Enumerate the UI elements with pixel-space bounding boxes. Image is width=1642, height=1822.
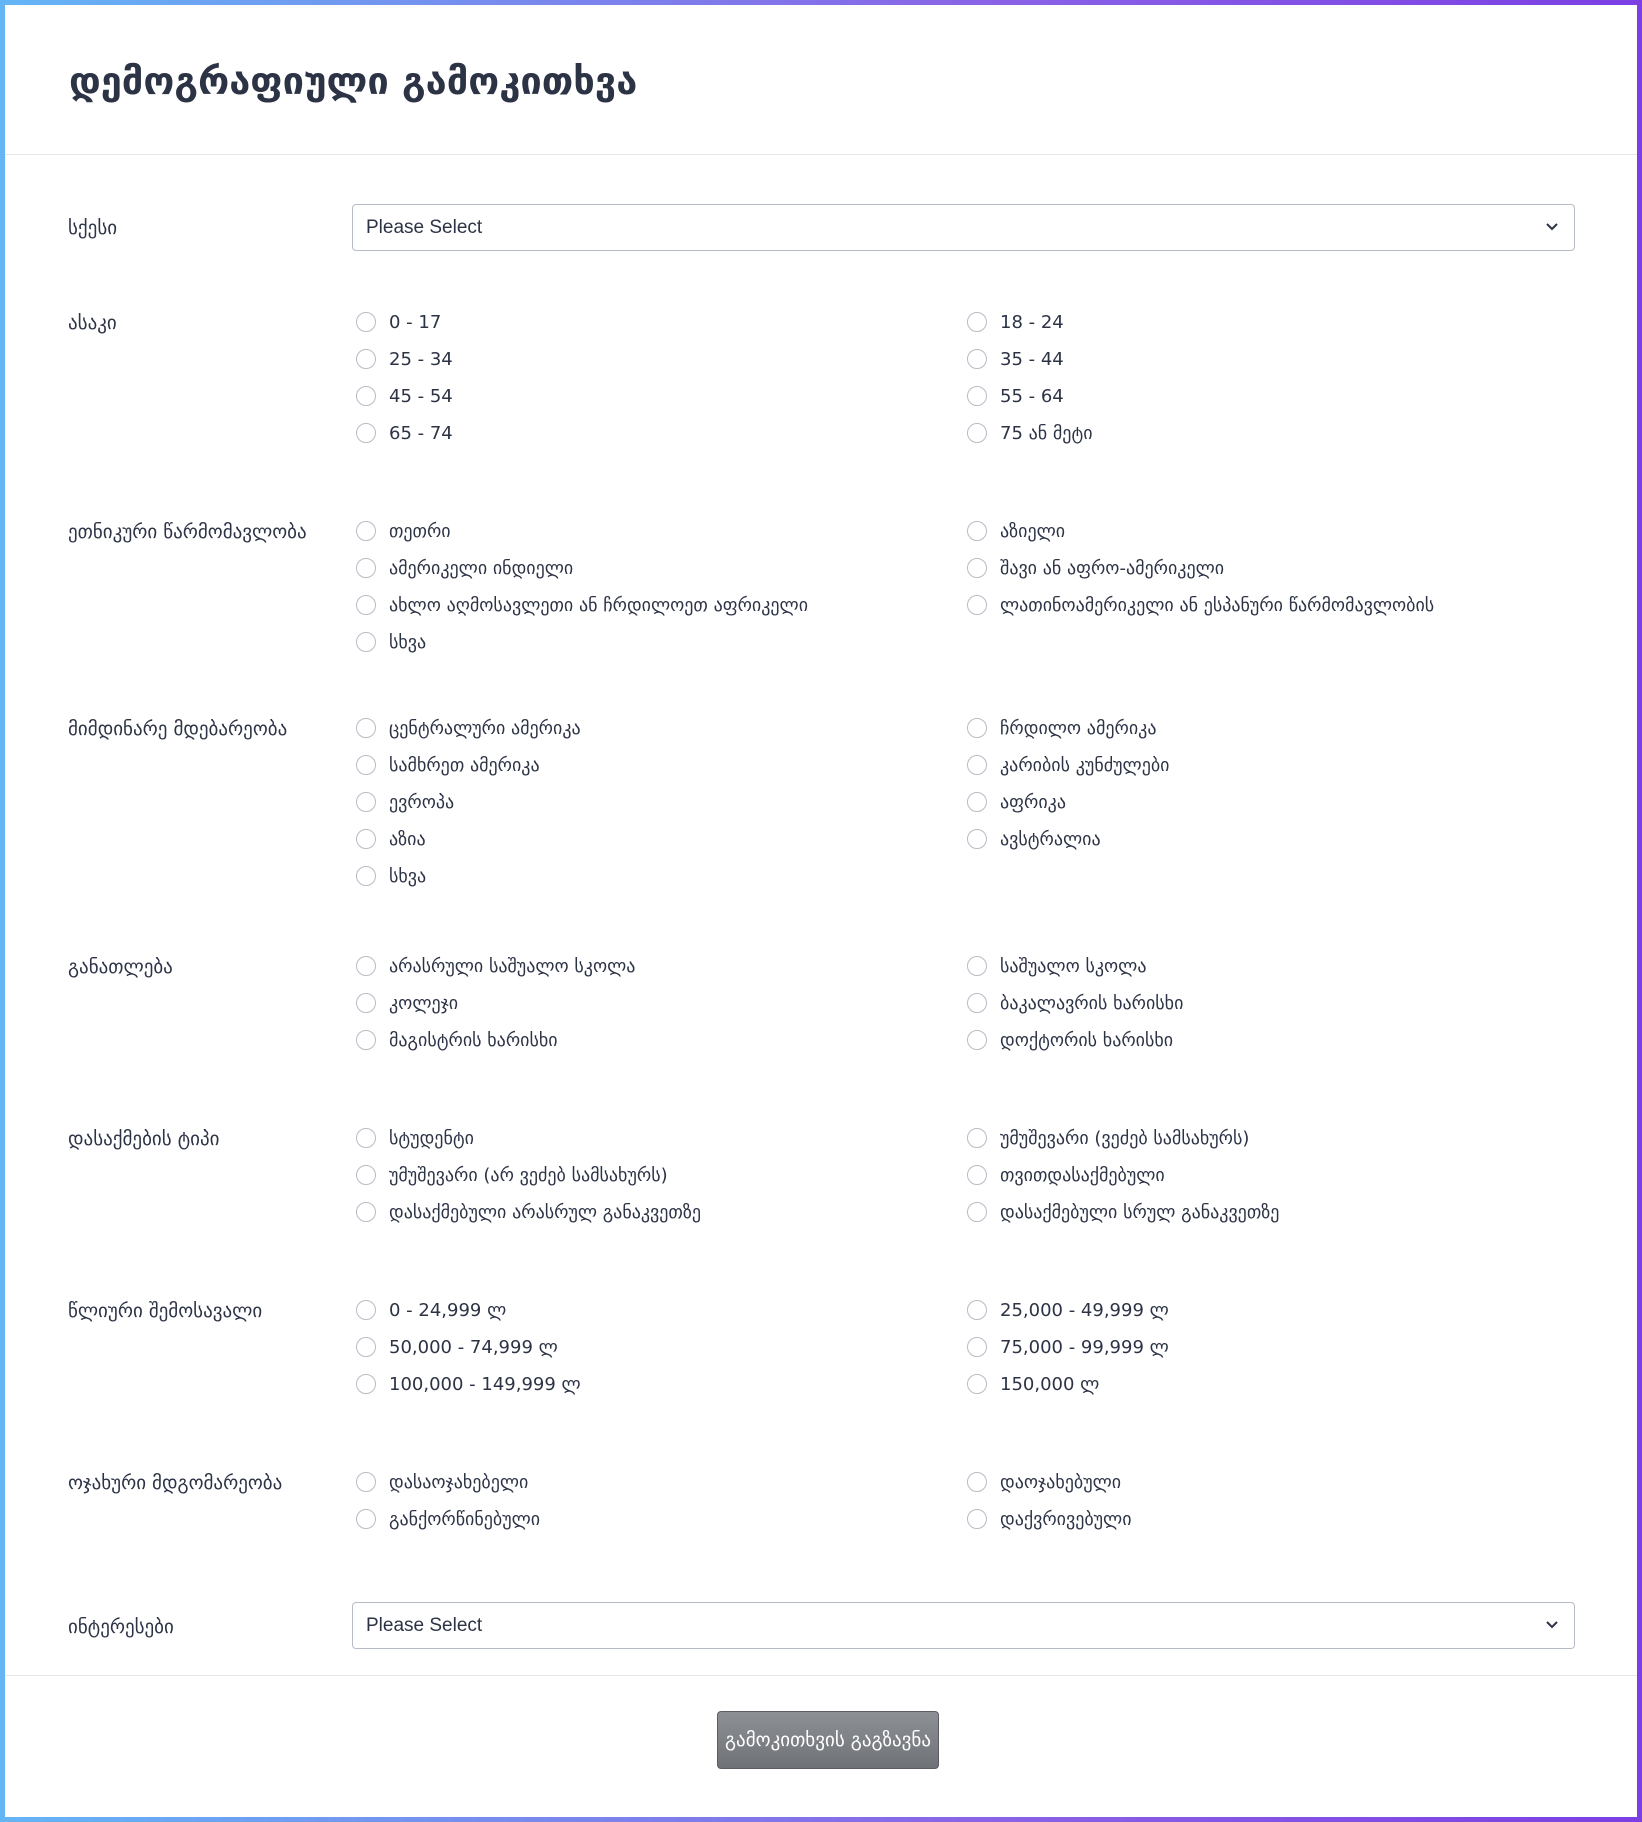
option-label: სხვა (389, 631, 427, 653)
income-option[interactable] (967, 1371, 1099, 1397)
option-label: 45 - 54 (389, 385, 453, 407)
option-label: განქორწინებული (389, 1508, 541, 1530)
age-option[interactable] (356, 309, 441, 335)
radio-button[interactable] (356, 558, 376, 578)
option-label: დასაოჯახებელი (389, 1471, 529, 1493)
employment-option[interactable] (967, 1199, 1279, 1225)
option-label: სტუდენტი (389, 1127, 474, 1149)
option-label: 0 - 24,999 ლ (389, 1299, 507, 1321)
radio-button[interactable] (967, 1030, 987, 1050)
radio-button[interactable] (967, 349, 987, 369)
employment-option[interactable] (356, 1162, 668, 1188)
location-option[interactable] (967, 789, 1066, 815)
option-label: 75,000 - 99,999 ლ (1000, 1336, 1169, 1358)
employment-option[interactable] (967, 1125, 1249, 1151)
radio-button[interactable] (967, 829, 987, 849)
income-option[interactable] (356, 1371, 581, 1397)
location-option[interactable] (967, 826, 1101, 852)
option-label: დოქტორის ხარისხი (1000, 1029, 1174, 1051)
radio-button[interactable] (967, 792, 987, 812)
age-option[interactable] (356, 383, 453, 409)
marital-option[interactable] (967, 1506, 1132, 1532)
radio-button[interactable] (967, 956, 987, 976)
radio-button[interactable] (356, 866, 376, 886)
ethnicity-option[interactable] (967, 518, 1065, 544)
option-label: უმუშევარი (ვეძებ სამსახურს) (1000, 1127, 1250, 1149)
option-label: დაოჯახებული (1000, 1471, 1122, 1493)
option-label: აზიელი (1000, 520, 1066, 542)
form-card (5, 5, 1637, 1817)
marital-label: ოჯახური მდგომარეობა (68, 1472, 283, 1494)
ethnicity-label: ეთნიკური წარმომავლობა (68, 521, 307, 543)
marital-option[interactable] (356, 1506, 540, 1532)
option-label: დასაქმებული სრულ განაკვეთზე (1000, 1201, 1280, 1223)
marital-option[interactable] (356, 1469, 528, 1495)
education-option[interactable] (967, 1027, 1173, 1053)
location-option[interactable] (356, 752, 540, 778)
chevron-down-icon (1544, 1616, 1560, 1632)
option-label: 150,000 ლ (1000, 1373, 1100, 1395)
ethnicity-option[interactable] (356, 629, 426, 655)
option-label: თეთრი (389, 520, 451, 542)
employment-label: დასაქმების ტიპი (68, 1128, 220, 1150)
footer-divider (5, 1675, 1637, 1676)
option-label: დასაქმებული არასრულ განაკვეთზე (389, 1201, 701, 1223)
option-label: 25 - 34 (389, 348, 453, 370)
option-label: კარიბის კუნძულები (1000, 754, 1170, 776)
radio-button[interactable] (356, 1300, 376, 1320)
ethnicity-option[interactable] (967, 592, 1434, 618)
radio-button[interactable] (356, 993, 376, 1013)
form-title: დემოგრაფიული გამოკითხვა (69, 59, 638, 103)
option-label: ამერიკელი ინდიელი (389, 557, 574, 579)
education-option[interactable] (356, 953, 635, 979)
employment-option[interactable] (967, 1162, 1165, 1188)
option-label: 35 - 44 (1000, 348, 1064, 370)
income-label: წლიური შემოსავალი (68, 1300, 263, 1322)
radio-button[interactable] (356, 312, 376, 332)
option-label: 65 - 74 (389, 422, 453, 444)
option-label: ბაკალავრის ხარისხი (1000, 992, 1184, 1014)
radio-button[interactable] (967, 558, 987, 578)
option-label: ახლო აღმოსავლეთი ან ჩრდილოეთ აფრიკელი (389, 594, 809, 616)
radio-button[interactable] (967, 386, 987, 406)
radio-button[interactable] (356, 1128, 376, 1148)
age-label: ასაკი (68, 312, 117, 334)
radio-button[interactable] (356, 349, 376, 369)
option-label: ავსტრალია (1000, 828, 1101, 850)
radio-button[interactable] (967, 755, 987, 775)
ethnicity-option[interactable] (356, 592, 808, 618)
option-label: მაგისტრის ხარისხი (389, 1029, 558, 1051)
radio-button[interactable] (356, 595, 376, 615)
ethnicity-option[interactable] (356, 518, 451, 544)
option-label: ევროპა (389, 791, 455, 813)
option-label: 18 - 24 (1000, 311, 1064, 333)
age-option[interactable] (356, 346, 453, 372)
option-label: 55 - 64 (1000, 385, 1064, 407)
option-label: 100,000 - 149,999 ლ (389, 1373, 581, 1395)
radio-button[interactable] (967, 423, 987, 443)
chevron-down-icon (1544, 218, 1560, 234)
ethnicity-option[interactable] (356, 555, 573, 581)
age-option[interactable] (967, 420, 1093, 446)
radio-button[interactable] (356, 423, 376, 443)
interests-select[interactable] (352, 1602, 1575, 1649)
option-label: 50,000 - 74,999 ლ (389, 1336, 558, 1358)
location-option[interactable] (356, 789, 454, 815)
income-option[interactable] (967, 1297, 1169, 1323)
sex-label: სქესი (68, 217, 118, 239)
age-option[interactable] (967, 309, 1064, 335)
radio-button[interactable] (356, 792, 376, 812)
option-label: 0 - 17 (389, 311, 442, 333)
radio-button[interactable] (967, 521, 987, 541)
option-label: ცენტრალური ამერიკა (389, 717, 581, 739)
age-option[interactable] (356, 420, 453, 446)
location-option[interactable] (356, 715, 581, 741)
radio-button[interactable] (967, 1202, 987, 1222)
age-option[interactable] (967, 383, 1064, 409)
radio-button[interactable] (967, 993, 987, 1013)
radio-button[interactable] (356, 1165, 376, 1185)
radio-button[interactable] (967, 1300, 987, 1320)
option-label: საშუალო სკოლა (1000, 955, 1147, 977)
income-option[interactable] (356, 1297, 506, 1323)
marital-option[interactable] (967, 1469, 1121, 1495)
interests-select-value: Please Select (366, 1615, 483, 1636)
radio-button[interactable] (967, 1374, 987, 1394)
option-label: სამხრეთ ამერიკა (389, 754, 540, 776)
radio-button[interactable] (967, 312, 987, 332)
employment-option[interactable] (356, 1125, 474, 1151)
option-label: 75 ან მეტი (1000, 422, 1093, 444)
radio-button[interactable] (967, 1472, 987, 1492)
option-label: აზია (389, 828, 426, 850)
radio-button[interactable] (356, 1472, 376, 1492)
interests-label: ინტერესები (68, 1616, 174, 1638)
option-label: აფრიკა (1000, 791, 1066, 813)
sex-select-value: Please Select (366, 217, 483, 238)
radio-button[interactable] (356, 718, 376, 738)
radio-button[interactable] (967, 718, 987, 738)
radio-button[interactable] (967, 1509, 987, 1529)
education-option[interactable] (967, 990, 1183, 1016)
option-label: 25,000 - 49,999 ლ (1000, 1299, 1169, 1321)
location-option[interactable] (356, 863, 426, 889)
submit-button[interactable]: გამოკითხვის გაგზავნა (717, 1711, 939, 1769)
age-option[interactable] (967, 346, 1064, 372)
income-option[interactable] (356, 1334, 558, 1360)
radio-button[interactable] (356, 1030, 376, 1050)
option-label: დაქვრივებული (1000, 1508, 1132, 1530)
employment-option[interactable] (356, 1199, 701, 1225)
form-header (5, 5, 1637, 155)
radio-button[interactable] (356, 755, 376, 775)
ethnicity-option[interactable] (967, 555, 1224, 581)
education-label: განათლება (68, 956, 173, 978)
location-option[interactable] (967, 752, 1169, 778)
option-label: თვითდასაქმებული (1000, 1164, 1165, 1186)
radio-button[interactable] (967, 1337, 987, 1357)
option-label: უმუშევარი (არ ვეძებ სამსახურს) (389, 1164, 668, 1186)
radio-button[interactable] (356, 386, 376, 406)
location-option[interactable] (967, 715, 1156, 741)
option-label: კოლეჯი (389, 992, 459, 1014)
radio-button[interactable] (356, 1509, 376, 1529)
location-label: მიმდინარე მდებარეობა (68, 718, 288, 740)
education-option[interactable] (356, 1027, 558, 1053)
radio-button[interactable] (967, 1165, 987, 1185)
option-label: ლათინოამერიკელი ან ესპანური წარმომავლობის (1000, 594, 1435, 616)
education-option[interactable] (356, 990, 458, 1016)
sex-select[interactable] (352, 204, 1575, 251)
option-label: შავი ან აფრო-ამერიკელი (1000, 557, 1225, 579)
option-label: ჩრდილო ამერიკა (1000, 717, 1157, 739)
radio-button[interactable] (356, 1202, 376, 1222)
radio-button[interactable] (356, 829, 376, 849)
radio-button[interactable] (356, 1337, 376, 1357)
location-option[interactable] (356, 826, 426, 852)
education-option[interactable] (967, 953, 1146, 979)
option-label: არასრული საშუალო სკოლა (389, 955, 636, 977)
radio-button[interactable] (356, 521, 376, 541)
radio-button[interactable] (356, 632, 376, 652)
radio-button[interactable] (967, 1128, 987, 1148)
radio-button[interactable] (356, 1374, 376, 1394)
radio-button[interactable] (356, 956, 376, 976)
radio-button[interactable] (967, 595, 987, 615)
income-option[interactable] (967, 1334, 1169, 1360)
option-label: სხვა (389, 865, 427, 887)
